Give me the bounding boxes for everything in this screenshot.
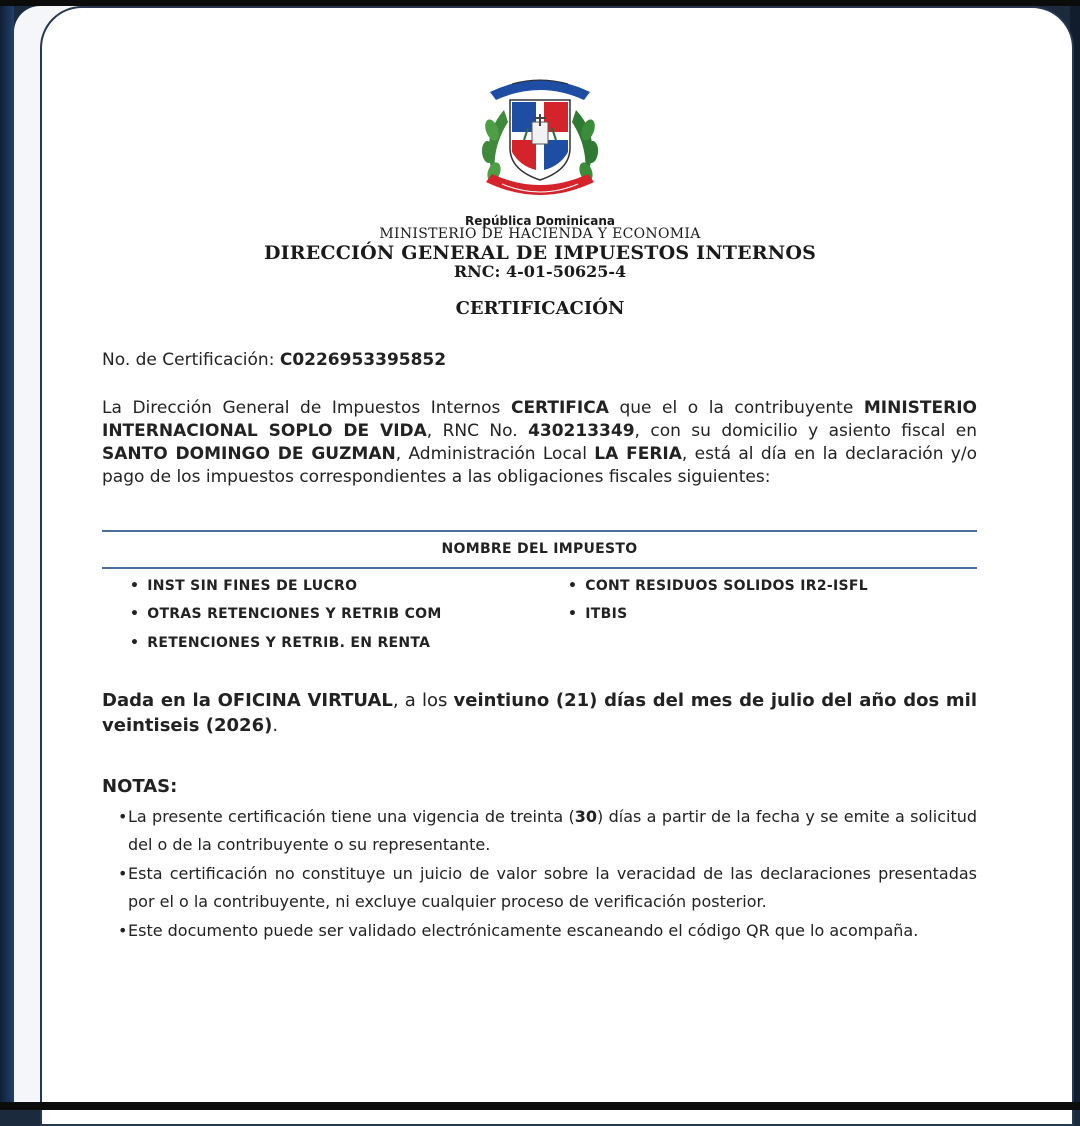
body-text: , RNC No. xyxy=(426,421,529,441)
tax-item xyxy=(568,606,627,622)
table-header-divider xyxy=(102,567,977,569)
issue-office: OFICINA VIRTUAL xyxy=(217,690,393,711)
header-rnc: RNC: 4-01-50625-4 xyxy=(453,262,627,281)
note-text: Este documento puede ser validado electrónicamente escaneando el código QR que lo acompaña. xyxy=(128,921,919,940)
note-text: Esta certificación no constituye un juicio de valor sobre la veracidad de las declaraciones presentadas por el o la contribuyente, ni excluye cualquier proceso de verificación posterior. xyxy=(128,864,977,911)
header-ministerio: MINISTERIO DE HACIENDA Y ECONOMIA xyxy=(379,226,701,242)
tax-item-label: OTRAS RETENCIONES Y RETRIB COM xyxy=(147,606,442,622)
issue-date: veintiuno (21) días del mes de julio del año dos mil veintiseis (2026) xyxy=(102,690,978,736)
bullet-icon: • xyxy=(118,864,128,883)
notes-title: NOTAS: xyxy=(102,776,178,797)
note-text: ) días a partir de la fecha y se emite a solicitud del o de la contribuyente o su representante. xyxy=(128,807,978,854)
tax-item xyxy=(130,635,430,651)
body-certifica: CERTIFICA xyxy=(510,398,609,418)
note-item xyxy=(118,917,977,945)
background-edge-left xyxy=(0,6,14,1102)
tax-item-label: ITBIS xyxy=(585,606,628,622)
bullet-icon: • xyxy=(118,807,128,826)
bullet-icon: • xyxy=(568,578,578,594)
tax-item-label: CONT RESIDUOS SOLIDOS IR2-ISFL xyxy=(585,578,868,594)
body-text: , Administración Local xyxy=(395,444,595,464)
header-republica: República Dominicana xyxy=(464,214,616,228)
coat-of-arms-icon xyxy=(472,70,608,204)
bullet-icon: • xyxy=(568,606,578,622)
local-administration: LA FERIA xyxy=(594,444,682,464)
issue-statement xyxy=(102,688,977,738)
bullet-icon: • xyxy=(118,921,128,940)
certification-number-value: C0226953395852 xyxy=(279,350,447,370)
bottom-bar xyxy=(0,1102,1080,1110)
issue-text: . xyxy=(272,715,279,736)
certification-number-label: No. de Certificación: xyxy=(102,350,275,370)
body-text: La Dirección General de Impuestos Internos xyxy=(102,398,511,418)
issue-text: Dada en la xyxy=(102,690,218,711)
bullet-icon: • xyxy=(130,635,140,651)
tax-item xyxy=(130,578,357,594)
note-text: La presente certificación tiene una vigencia de treinta ( xyxy=(128,807,575,826)
taxpayer-name: MINISTERIO INTERNACIONAL SOPLO DE VIDA xyxy=(102,398,977,441)
tax-item xyxy=(130,606,442,622)
note-validity-days: 30 xyxy=(574,807,598,826)
body-text: , con su domicilio y asiento fiscal en xyxy=(634,421,977,441)
tax-table-header: NOMBRE DEL IMPUESTO xyxy=(441,541,638,557)
issue-text: , a los xyxy=(392,690,454,711)
taxpayer-rnc: 430213349 xyxy=(528,421,635,441)
tax-item-label: RETENCIONES Y RETRIB. EN RENTA xyxy=(147,635,431,651)
note-item xyxy=(118,803,978,859)
bullet-icon: • xyxy=(130,606,140,622)
bullet-icon: • xyxy=(130,578,140,594)
document-title: CERTIFICACIÓN xyxy=(455,298,625,319)
body-text: , está al día en la declaración y/o pago de los impuestos correspondientes a las obligaciones fiscales siguientes: xyxy=(102,444,977,487)
taxpayer-domicile: SANTO DOMINGO DE GUZMAN xyxy=(102,444,396,464)
certification-number xyxy=(102,350,446,370)
table-top-divider xyxy=(102,530,977,532)
tax-item xyxy=(568,578,868,594)
header-direccion: DIRECCIÓN GENERAL DE IMPUESTOS INTERNOS xyxy=(263,242,817,264)
tax-item-label: INST SIN FINES DE LUCRO xyxy=(147,578,358,594)
certification-body xyxy=(102,397,977,489)
body-text: que el o la contribuyente xyxy=(608,398,864,418)
note-item xyxy=(118,860,977,916)
